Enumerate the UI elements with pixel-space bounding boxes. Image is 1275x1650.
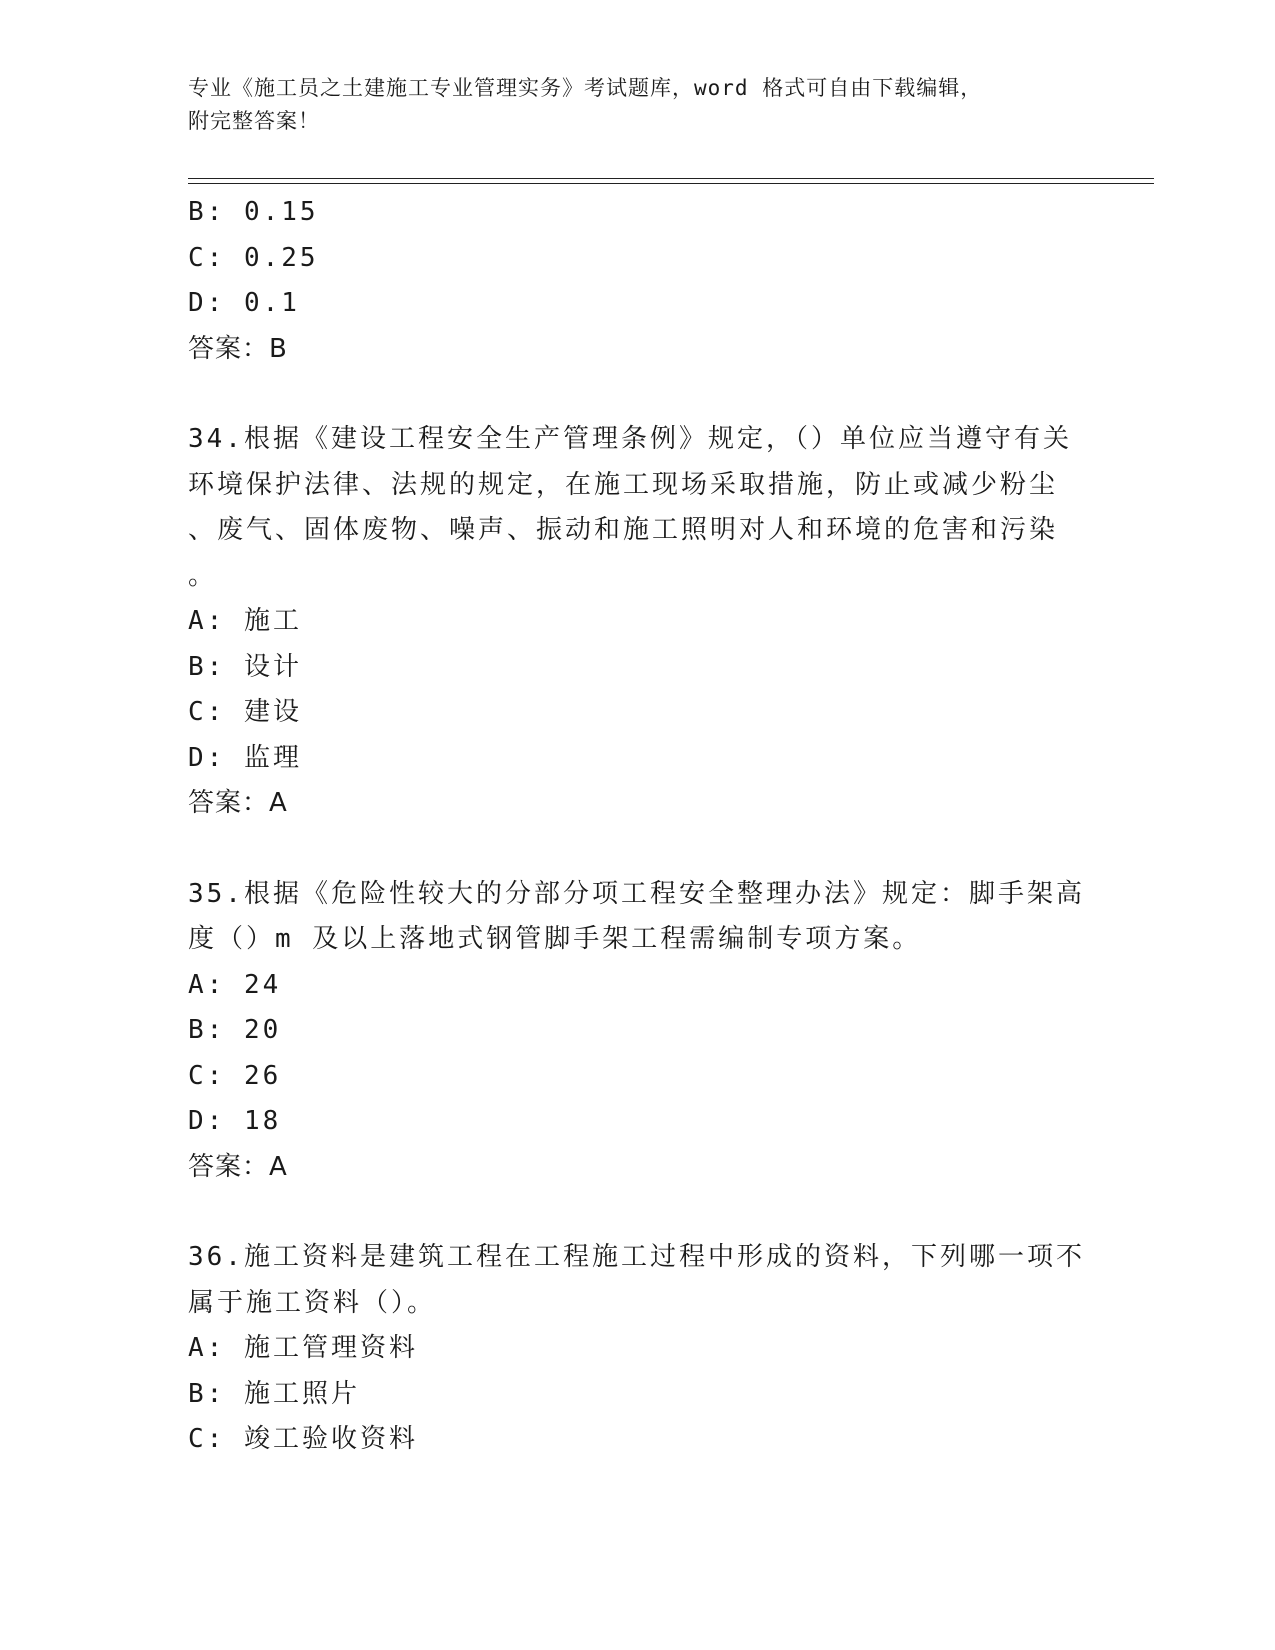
option-d: D: 0.1 (188, 288, 300, 318)
header-divider-top (188, 178, 1154, 179)
question-35 (188, 872, 1088, 1191)
answer-line: 答案：A (188, 1151, 288, 1182)
document-header (188, 72, 1088, 138)
option-c: C: 竣工验收资料 (188, 1424, 418, 1454)
option-a: A: 施工管理资料 (188, 1333, 418, 1363)
option-a: A: 24 (188, 969, 282, 1000)
question-stem-line: 环境保护法律、法规的规定，在施工现场采取措施，防止或减少粉尘 (188, 469, 1059, 500)
option-b: B: 20 (188, 1015, 282, 1045)
question-stem-line: 。 (188, 560, 218, 591)
option-c: C: 0.25 (188, 242, 319, 273)
option-d: D: 监理 (188, 742, 302, 773)
question-stem-line: 34.根据《建设工程安全生产管理条例》规定，（）单位应当遵守有关 (188, 424, 1072, 454)
question-34 (188, 417, 1088, 827)
answer-line: 答案：B (188, 333, 288, 364)
question-list (188, 190, 1088, 1463)
question-stem-line: 、废气、固体废物、噪声、振动和施工照明对人和环境的危害和污染 (188, 515, 1059, 545)
option-b: B: 0.15 (188, 197, 319, 227)
option-a: A: 施工 (188, 606, 302, 636)
question-36 (188, 1235, 1088, 1463)
header-divider-bottom (188, 183, 1154, 184)
option-d: D: 18 (188, 1106, 282, 1136)
question-stem-line: 度（）m 及以上落地式钢管脚手架工程需编制专项方案。 (188, 924, 922, 954)
question-33-tail (188, 190, 1088, 372)
header-line-1: 专业《施工员之土建施工专业管理实务》考试题库，word 格式可自由下载编辑， (188, 76, 983, 100)
option-c: C: 建设 (188, 697, 302, 727)
option-b: B: 设计 (188, 651, 302, 682)
option-b: B: 施工照片 (188, 1378, 360, 1409)
header-line-2: 附完整答案！ (188, 109, 320, 133)
question-stem-line: 属于施工资料（）。 (188, 1287, 437, 1318)
question-stem-line: 35.根据《危险性较大的分部分项工程安全整理办法》规定：脚手架高 (188, 878, 1085, 909)
answer-line: 答案：A (188, 788, 288, 818)
question-stem-line: 36.施工资料是建筑工程在工程施工过程中形成的资料，下列哪一项不 (188, 1242, 1085, 1272)
option-c: C: 26 (188, 1060, 282, 1091)
